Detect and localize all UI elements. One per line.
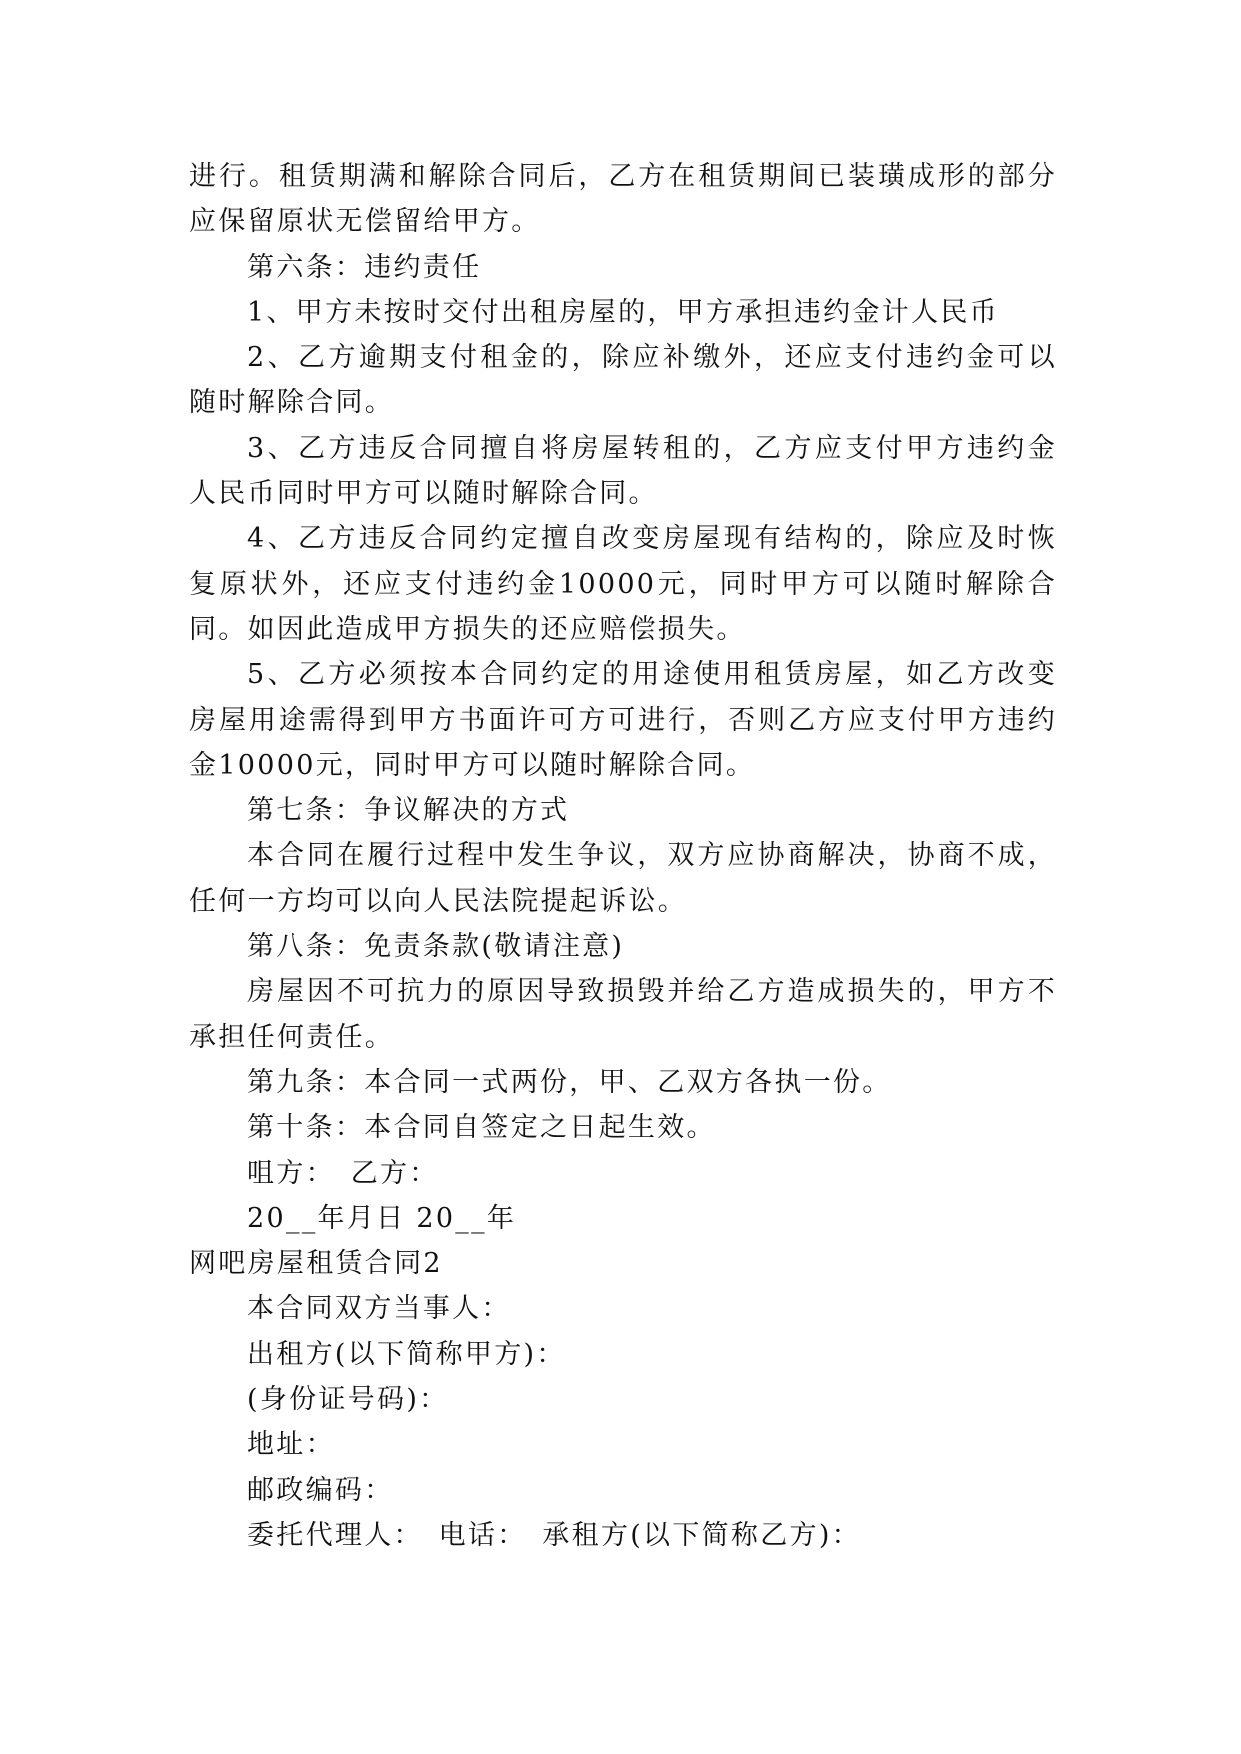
clause-6-5: 5、乙方必须按本合同约定的用途使用租赁房屋，如乙方改变房屋用途需得到甲方书面许可方可进行，否则乙方应支付甲方违约金10000元，同时甲方可以随时解除合同。 [189,659,1057,781]
agent-phone-lessee-line: 委托代理人： 电话： 承租方(以下简称乙方)： [247,1519,861,1551]
address-line: 地址： [247,1429,335,1461]
parties-intro: 本合同双方当事人： [247,1293,511,1325]
clause-7-body: 本合同在履行过程中发生争议，双方应协商解决，协商不成，任何一方均可以向人民法院提起诉讼。 [189,840,1057,917]
contract-2-title: 网吧房屋租赁合同2 [189,1248,443,1280]
heading-article-7: 第七条：争议解决的方式 [247,795,570,827]
postal-code-line: 邮政编码： [247,1474,394,1506]
heading-article-6: 第六条：违约责任 [247,251,482,283]
article-10: 第十条：本合同自签定之日起生效。 [247,1112,716,1144]
clause-6-3: 3、乙方违反合同擅自将房屋转租的，乙方应支付甲方违约金人民币同时甲方可以随时解除合同。 [189,432,1057,510]
signature-parties: 咀方： 乙方： [247,1157,439,1189]
clause-6-2: 2、乙方逾期支付租金的，除应补缴外，还应支付违约金可以随时解除合同。 [189,342,1057,419]
contract-text [189,154,1057,1558]
lessor-line: 出租方(以下简称甲方)： [247,1338,566,1370]
paragraph-lease-end: 进行。租赁期满和解除合同后，乙方在租赁期间已装璜成形的部分应保留原状无偿留给甲方。 [189,161,1057,238]
clause-8-body: 房屋因不可抗力的原因导致损毁并给乙方造成损失的，甲方不承担任何责任。 [189,976,1057,1053]
id-number-line: (身份证号码)： [247,1384,449,1416]
signature-dates: 20__年月日 20__年 [247,1202,517,1234]
heading-article-8: 第八条：免责条款(敬请注意) [247,931,625,963]
clause-6-4: 4、乙方违反合同约定擅自改变房屋现有结构的，除应及时恢复原状外，还应支付违约金10000元，同时甲方可以随时解除合同。如因此造成甲方损失的还应赔偿损失。 [189,523,1057,645]
article-9: 第九条：本合同一式两份，甲、乙双方各执一份。 [247,1066,892,1098]
clause-6-1: 1、甲方未按时交付出租房屋的，甲方承担违约金计人民币 [247,296,999,328]
